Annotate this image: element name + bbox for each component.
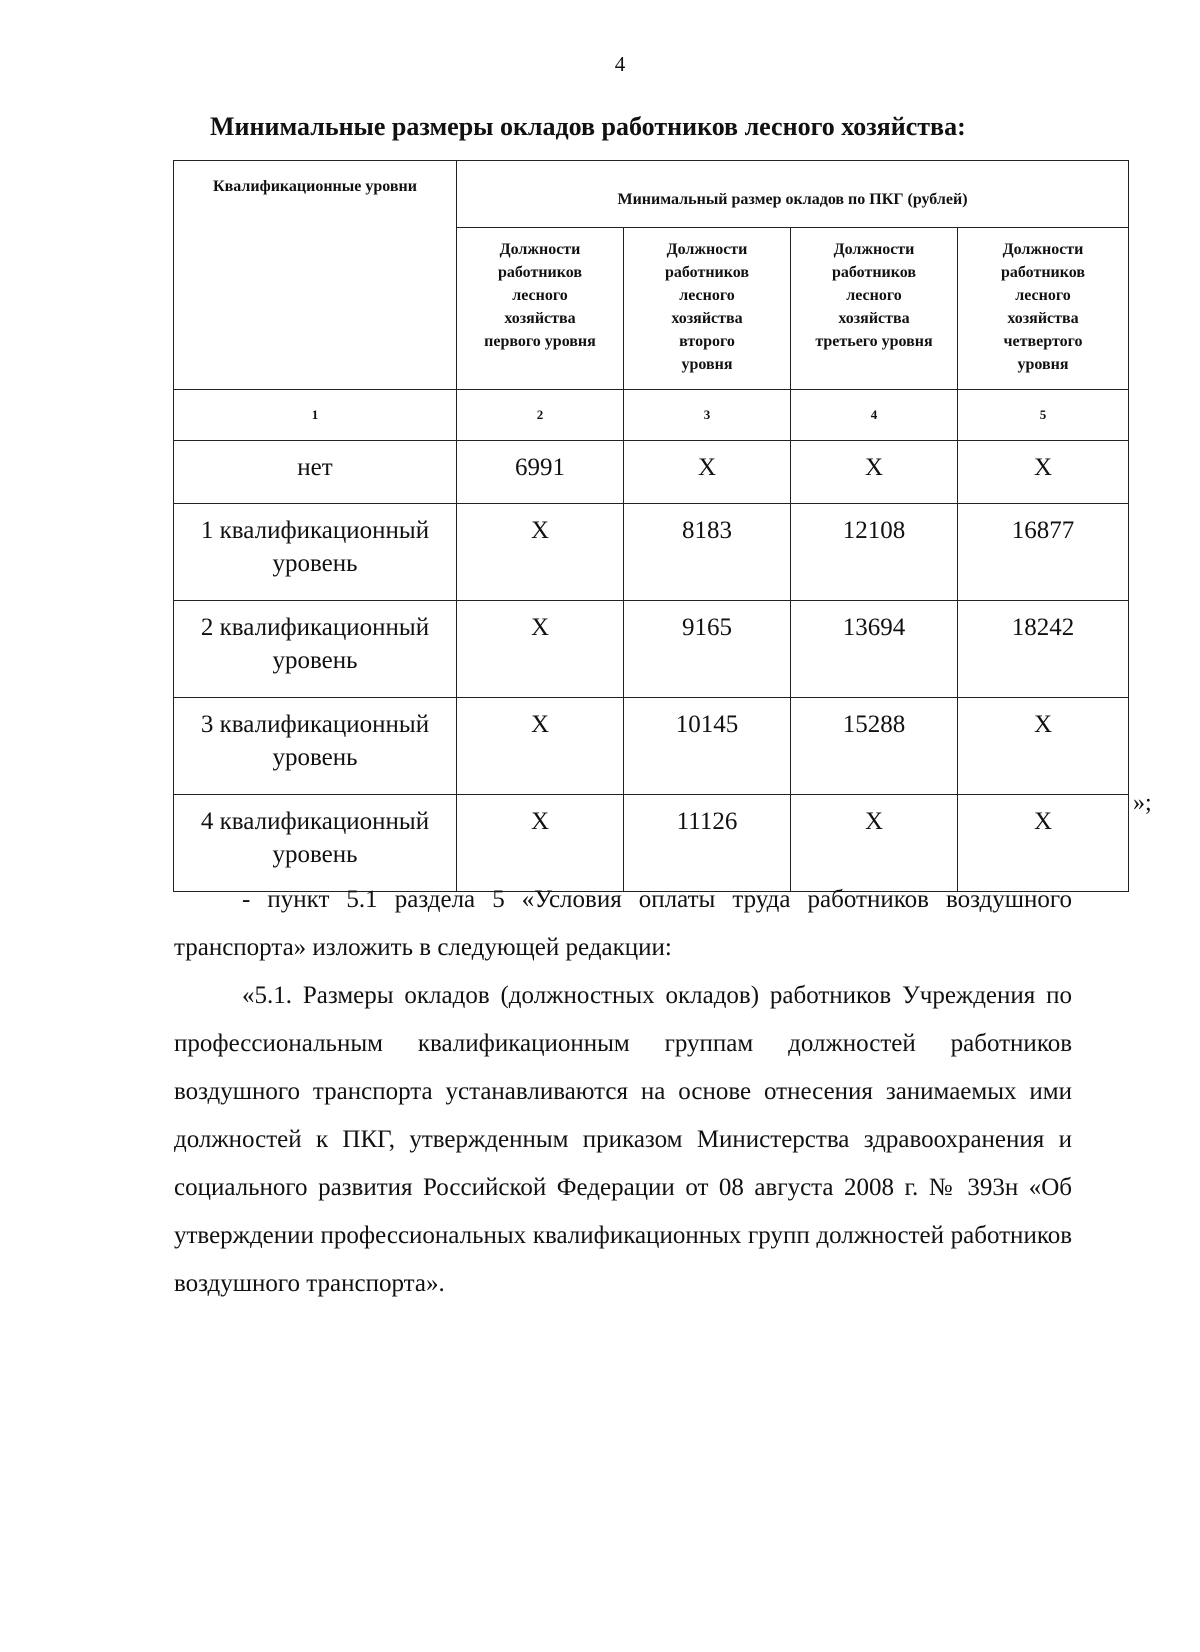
header-line: хозяйства	[504, 310, 576, 327]
salary-table	[173, 160, 1129, 892]
header-line: лесного	[1015, 287, 1071, 304]
column-number: 2	[457, 390, 624, 441]
value-cell: 15288	[791, 698, 958, 795]
level-line: уровень	[272, 550, 358, 577]
column-number: 4	[791, 390, 958, 441]
header-line: Должности	[833, 241, 915, 258]
value-cell: 10145	[624, 698, 791, 795]
header-line: хозяйства	[671, 310, 743, 327]
value-cell: 12108	[791, 504, 958, 601]
header-line: лесного	[679, 287, 735, 304]
value-cell: Х	[958, 698, 1129, 795]
level-cell	[174, 601, 457, 698]
column-number: 3	[624, 390, 791, 441]
header-column-5	[958, 228, 1129, 390]
header-line: Должности	[666, 241, 748, 258]
table-title: Минимальные размеры окладов работников лесного хозяйства:	[210, 112, 966, 141]
header-line: работников	[831, 264, 917, 281]
header-column-3	[624, 228, 791, 390]
header-line: третьего уровня	[815, 333, 933, 350]
value-cell: Х	[457, 504, 624, 601]
header-min-salary-group: Минимальный размер окладов по ПКГ (рублей)	[457, 161, 1129, 228]
header-line: хозяйства	[838, 310, 910, 327]
value-cell: Х	[457, 698, 624, 795]
header-line: работников	[497, 264, 583, 281]
header-line: работников	[1000, 264, 1086, 281]
level-line: уровень	[272, 647, 358, 674]
page-number: 4	[614, 52, 626, 76]
table-row	[174, 441, 1129, 504]
column-number: 5	[958, 390, 1129, 441]
level-cell	[174, 504, 457, 601]
level-line: 3 квалификационный	[200, 711, 430, 738]
value-cell: 16877	[958, 504, 1129, 601]
value-cell: Х	[457, 795, 624, 892]
value-cell: Х	[791, 795, 958, 892]
header-line: первого уровня	[484, 333, 596, 350]
value-cell: Х	[958, 795, 1129, 892]
header-line: Должности	[1002, 241, 1084, 258]
table-row	[174, 504, 1129, 601]
value-cell: 9165	[624, 601, 791, 698]
header-qualification-levels: Квалификационные уровни	[174, 161, 457, 390]
level-line: 4 квалификационный	[200, 808, 430, 835]
column-number-row	[174, 390, 1129, 441]
header-line: Должности	[499, 241, 581, 258]
header-column-4	[791, 228, 958, 390]
table-row	[174, 698, 1129, 795]
table-row	[174, 601, 1129, 698]
header-line: лесного	[846, 287, 902, 304]
value-cell: Х	[457, 601, 624, 698]
value-cell: 18242	[958, 601, 1129, 698]
paragraph-item-5-1-intro: - пункт 5.1 раздела 5 «Условия оплаты труда работников воздушного транспорта» изложить в следующей редакции:	[174, 886, 1072, 961]
value-cell: Х	[624, 441, 791, 504]
column-number: 1	[174, 390, 457, 441]
header-line: четвертого	[1003, 333, 1083, 350]
header-line: второго	[679, 333, 735, 350]
header-line: хозяйства	[1007, 310, 1079, 327]
value-cell: 8183	[624, 504, 791, 601]
value-cell: 6991	[457, 441, 624, 504]
header-line: лесного	[512, 287, 568, 304]
paragraph-item-5-1-text: «5.1. Размеры окладов (должностных окладов) работников Учреждения по профессиональным квалификационным группам должностей работников воздушного транспорта устанавливаются на основе отнесения занимаемых ими должностей к ПКГ, утвержденным приказом Министерства здравоохранения и социального развития Российской Федерации от 08 августа 2008 г. № 393н «Об утверждении профессиональных квалификационных групп должностей работников воздушного транспорта».	[174, 982, 1072, 1297]
value-cell: Х	[791, 441, 958, 504]
level-line: 1 квалификационный	[200, 517, 430, 544]
header-line: уровня	[1017, 356, 1069, 373]
level-cell	[174, 441, 457, 504]
header-line: уровня	[681, 356, 733, 373]
value-cell: 13694	[791, 601, 958, 698]
value-cell: 11126	[624, 795, 791, 892]
level-cell	[174, 698, 457, 795]
header-column-2	[457, 228, 624, 390]
closing-quote: »;	[1133, 790, 1152, 816]
value-cell: Х	[958, 441, 1129, 504]
level-line: 2 квалификационный	[200, 614, 430, 641]
level-line: нет	[297, 454, 333, 481]
level-line: уровень	[272, 841, 358, 868]
header-line: работников	[664, 264, 750, 281]
level-line: уровень	[272, 744, 358, 771]
